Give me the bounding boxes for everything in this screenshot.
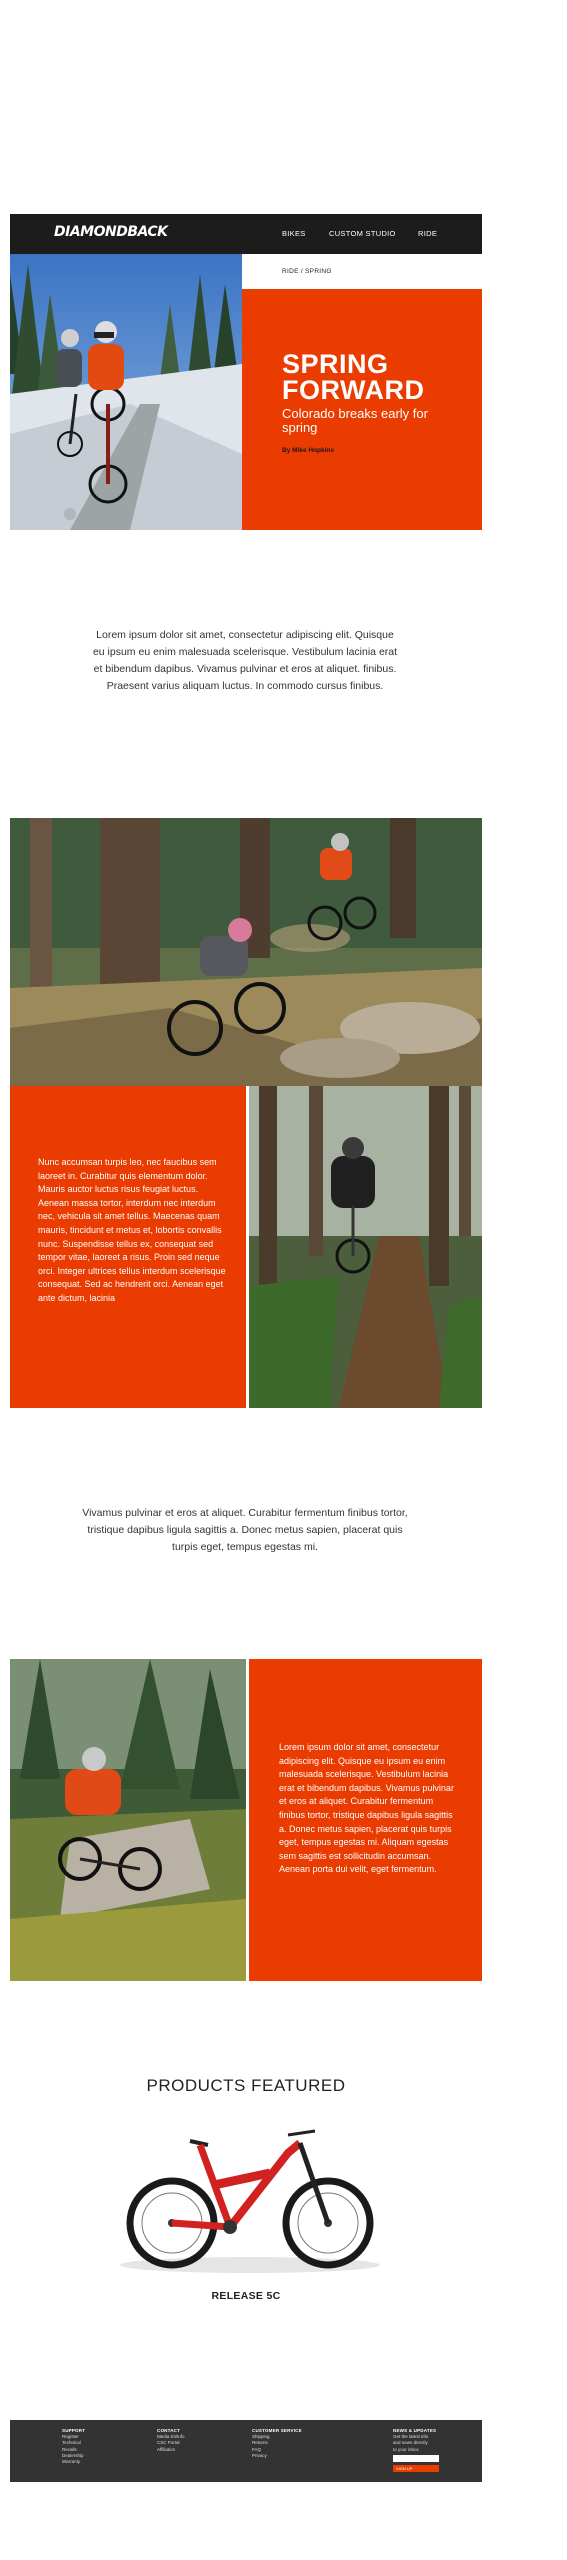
intro-paragraph: Lorem ipsum dolor sit amet, consectetur adipiscing elit. Quisque eu ipsum eu enim malesuada scelerisque. Vestibulum lacinia erat et bibendum dapibus. Vivamus pulvinar et eros at aliquet. finibus. Praesent varius aliquam luctus. In commodo cursus finibus. (92, 629, 398, 692)
footer-heading: CUSTOMER SERVICE (252, 2428, 302, 2433)
rider-descending-photo (249, 1086, 482, 1408)
diamondback-logo[interactable]: DIAMONDBACK (54, 224, 168, 240)
breadcrumb-bar (242, 254, 482, 289)
footer-link[interactable]: Privacy (252, 2452, 267, 2458)
release-5c-bike-image[interactable] (110, 2115, 390, 2280)
story-paragraph-2: Lorem ipsum dolor sit amet, consectetur adipiscing elit. Quisque eu ipsum eu enim malesuada scelerisque. Vestibulum lacinia erat et bibendum dapibus. Vivamus pulvinar et eros at aliquet. Curabitur fermentum finibus tortor, tristique dapibus ligula sagittis a. Donec metus sapien, placerat quis turpis eget, tempus egestas mi. Aliquam egestas sem sagittis est sollicitudin accumsan. Aenean porta dui velit, eget fermentum. (279, 1742, 454, 1875)
footer-link[interactable]: FAQ (252, 2446, 262, 2452)
hero-panel (242, 289, 482, 530)
footer-col-news (393, 2428, 436, 2453)
footer-link[interactable]: Affiliation (157, 2446, 176, 2452)
products-heading: PRODUCTS FEATURED (146, 2076, 346, 2095)
footer-link[interactable]: Shipping (252, 2434, 270, 2440)
footer-link[interactable]: Technical (62, 2440, 81, 2446)
footer-link[interactable]: Dealership (62, 2452, 84, 2458)
footer-link[interactable]: Register (62, 2434, 79, 2440)
footer-link[interactable]: Warranty (62, 2459, 81, 2465)
forest-riders-photo (10, 818, 482, 1086)
breadcrumb[interactable]: RIDE / SPRING (282, 268, 332, 275)
story-block-left (10, 1086, 246, 1408)
product-name[interactable]: RELEASE 5C (211, 2290, 281, 2302)
footer-col-contact (157, 2428, 185, 2453)
nav-bikes[interactable]: BIKES (282, 229, 306, 238)
hero-title: SPRING FORWARD (282, 349, 425, 405)
footer-text: Get the latest info (393, 2434, 429, 2440)
newsletter-email-input[interactable] (393, 2455, 439, 2462)
footer-heading: CONTACT (157, 2428, 181, 2433)
nav-ride[interactable]: RIDE (418, 229, 438, 238)
story-block-right (249, 1659, 482, 1981)
mid-paragraph: Vivamus pulvinar et eros at aliquet. Curabitur fermentum finibus tortor, tristique dapibus ligula sagittis a. Donec metus sapien, placerat quis turpis eget, tempus egestas mi. (82, 1507, 408, 1553)
rider-jump-photo (10, 1659, 246, 1981)
footer-link[interactable]: CSC Portal (157, 2440, 180, 2446)
story-paragraph: Nunc accumsan turpis leo, nec faucibus sem laoreet in. Curabitur quis elementum dolor. Mauris auctor luctus risus feugiat luctus. Aenean massa tortor, interdum nec interdum nec, vehicula sit amet tellus. Maecenas quam mauris, tincidunt et metus et, lobortis convallis nunc. Suspendisse tellus ex, consequat sed tempor vitae, laoreet a risus. Proin sed neque orci. Integer ultrices tellus interdum scelerisque consequat. Sed ac hendrerit orci. Aenean eget ante dictum, lacinia (38, 1157, 226, 1303)
hero-photo-riders-snow (10, 254, 242, 530)
footer-heading: SUPPORT (62, 2428, 86, 2433)
footer-text: to your inbox (393, 2446, 419, 2452)
hero-subtitle: Colorado breaks early for spring (282, 406, 428, 435)
footer-link[interactable]: Media Kit/Info (157, 2434, 185, 2440)
site-header (10, 214, 482, 254)
footer-text: and news directly (393, 2440, 428, 2446)
newsletter-signup-button[interactable]: SIGN UP (393, 2465, 439, 2472)
footer-col-support (62, 2428, 85, 2465)
footer-col-customer-service (252, 2428, 302, 2459)
nav-custom-studio[interactable]: CUSTOM STUDIO (329, 229, 396, 238)
footer-link[interactable]: Returns (252, 2440, 268, 2446)
site-footer (10, 2420, 482, 2482)
footer-link[interactable]: Recalls (62, 2446, 77, 2452)
hero-byline: By Mike Hopkins (282, 447, 335, 454)
footer-heading: NEWS & UPDATES (393, 2428, 437, 2433)
